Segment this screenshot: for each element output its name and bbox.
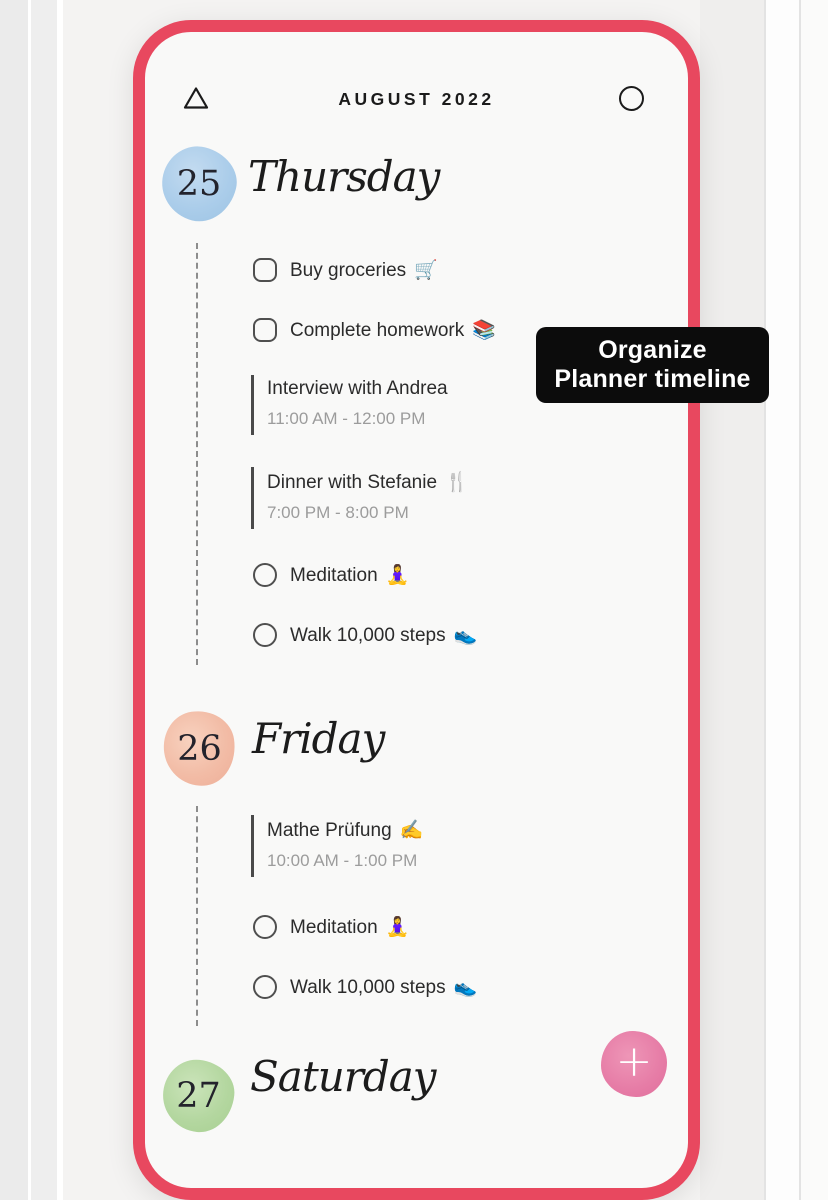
radio-checkbox-icon[interactable]: [253, 975, 277, 999]
sneaker-icon: 👟: [453, 625, 478, 646]
sneaker-icon: 👟: [453, 977, 478, 998]
event-time: 7:00 PM - 8:00 PM: [267, 503, 409, 522]
profile-circle-icon[interactable]: [619, 86, 644, 111]
habit-row[interactable]: [253, 623, 477, 647]
event-title: Dinner with Stefanie 🍴: [267, 472, 469, 493]
radio-checkbox-icon[interactable]: [253, 563, 277, 587]
date-number: 25: [176, 164, 222, 204]
meditation-icon: 🧘‍♀️: [385, 917, 410, 938]
add-entry-fab[interactable]: [601, 1031, 667, 1097]
books-icon: 📚: [472, 320, 496, 341]
task-row[interactable]: [253, 318, 496, 342]
event-time: 10:00 AM - 1:00 PM: [267, 851, 418, 870]
habit-label: Walk 10,000 steps 👟: [290, 625, 478, 646]
event-title: Interview with Andrea: [267, 378, 448, 399]
weekday-heading-thursday: Thursday: [248, 152, 440, 201]
task-row[interactable]: [253, 258, 438, 282]
habit-row[interactable]: [253, 915, 409, 939]
fork-knife-icon: 🍴: [445, 472, 469, 493]
event-row[interactable]: [251, 815, 423, 877]
habit-label: Walk 10,000 steps 👟: [290, 977, 478, 998]
shopping-cart-icon: 🛒: [414, 260, 438, 281]
habit-label: Meditation 🧘‍♀️: [290, 565, 410, 586]
checkbox-icon[interactable]: [253, 258, 277, 282]
task-label: Complete homework 📚: [290, 320, 496, 341]
month-title: AUGUST 2022: [338, 89, 495, 109]
event-row[interactable]: [251, 375, 448, 435]
event-row[interactable]: [251, 467, 469, 529]
checkbox-icon[interactable]: [253, 318, 277, 342]
habit-row[interactable]: [253, 975, 477, 999]
event-time: 11:00 AM - 12:00 PM: [267, 409, 426, 428]
habit-label: Meditation 🧘‍♀️: [290, 917, 410, 938]
date-badge-25: [162, 147, 236, 221]
timeline-dashed-line: [196, 243, 198, 665]
task-label: Buy groceries 🛒: [290, 260, 438, 281]
date-badge-27: [163, 1060, 234, 1132]
writing-hand-icon: ✍️: [399, 820, 424, 841]
date-badge-26: [164, 711, 235, 786]
radio-checkbox-icon[interactable]: [253, 623, 277, 647]
habit-row[interactable]: [253, 563, 409, 587]
overlay-caption: [536, 327, 769, 403]
event-title: Mathe Prüfung ✍️: [267, 820, 424, 841]
overlay-caption-line1: Organize: [598, 335, 707, 364]
weekday-heading-saturday: Saturday: [250, 1052, 436, 1101]
radio-checkbox-icon[interactable]: [253, 915, 277, 939]
plus-icon: +: [615, 1036, 653, 1087]
overlay-caption-line2: Planner timeline: [554, 365, 751, 393]
date-number: 26: [177, 728, 222, 769]
timeline-dashed-line: [196, 806, 198, 1026]
meditation-icon: 🧘‍♀️: [385, 565, 410, 586]
weekday-heading-friday: Friday: [252, 714, 385, 763]
date-number: 27: [176, 1076, 221, 1116]
